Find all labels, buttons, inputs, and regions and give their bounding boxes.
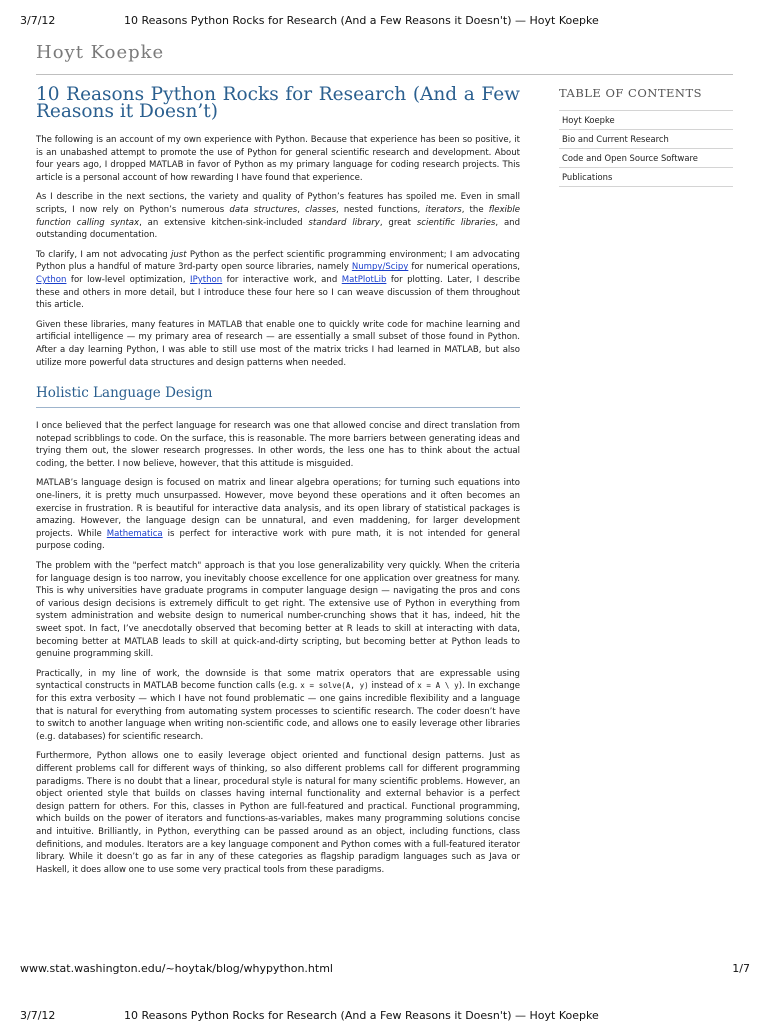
text-run: for interactive work, and <box>222 274 342 285</box>
paragraph: Given these libraries, many features in MATLAB that enable one to quickly write code for machine learning and artificial intelligence — my primary area of research — are essentially a small subset of those found in Python. After a day learning Python, I was able to still use most of the matrix tricks I had learned in MATLAB, but also utilize more powerful data structures and design patterns when needed. <box>36 319 520 368</box>
emphasis: data structures <box>229 204 298 215</box>
print-header <box>20 14 599 27</box>
section-heading: Holistic Language Design <box>36 385 520 408</box>
toc-item-home[interactable]: Hoyt Koepke <box>559 110 733 129</box>
text-run: MATLAB’s language design is focused on matrix and linear algebra operations; for turning such equations into one-liners, it is pretty much unsurpassed. However, move beyond these operations and it often becomes an exercise in frustration. R is beautiful for interactive data analysis, and its open library of statistical packages is amazing. However, the language design can be unnatural, and even maddening, for larger development projects. While <box>36 478 520 539</box>
text-run: , great <box>379 217 417 228</box>
emphasis: scientific libraries <box>416 217 496 228</box>
print-date: 3/7/12 <box>20 14 56 27</box>
text-run: is perfect for interactive work with pure math, it is not intended for general purpose coding. <box>36 528 520 552</box>
link-ipython[interactable]: IPython <box>190 274 223 285</box>
article-title: 10 Reasons Python Rocks for Research (And a Few Reasons it Doesn’t) <box>36 84 520 122</box>
link-mathematica[interactable]: Mathematica <box>106 528 163 539</box>
paragraph: The problem with the "perfect match" approach is that you lose generalizability very quickly. When the criteria for language design is too narrow, you inevitably choose excellence for one application over greatness for many. This is why universities have graduate programs in computer language design — navigating the pros and cons of various design decisions is extremely difficult to get right. The extensive use of Python in everything from system administration and website design to numerical number-crunching shows that it has, indeed, hit the sweet spot. In fact, I’ve anecdotally observed that becoming better at R leads to skill at interacting with data, becoming better at MATLAB leads to skill at quick-and-dirty scripting, but becoming better at Python leads to genuine programming skill. <box>36 561 520 660</box>
print-doc-title: 10 Reasons Python Rocks for Research (And a Few Reasons it Doesn't) — Hoyt Koepke <box>124 1009 599 1022</box>
emphasis: iterators <box>425 204 462 215</box>
text-run: ). In exchange for this extra verbosity — which I have not found problematic — one gains incredible flexibility and a language that is natural for everything from automating system processes to scientific research. The coder doesn’t have to switch to another language when writing non-scientific code, and allows one to easily leverage other libraries (e.g. databases) for scientific research. <box>36 681 521 742</box>
table-of-contents <box>559 86 733 187</box>
paragraph <box>36 668 520 744</box>
print-doc-title: 10 Reasons Python Rocks for Research (And a Few Reasons it Doesn't) — Hoyt Koepke <box>124 14 599 27</box>
text-run: , and outstanding documentation. <box>36 217 521 241</box>
link-matplotlib[interactable]: MatPlotLib <box>341 274 387 285</box>
emphasis: just <box>170 249 187 260</box>
toc-title: TABLE OF CONTENTS <box>559 86 703 100</box>
paragraph: I once believed that the perfect language for research was one that allowed concise and direct translation from notepad scribblings to code. On the surface, this is reasonable. The more barriers between generating ideas and trying them out, the slower research progresses. In other words, the less one has to think about the actual coding, the better. I now believe, however, that this attitude is misguided. <box>36 421 520 469</box>
text-run: Python as the perfect scientific programming environment; I am advocating Python plus a handful of mature 3rd-party open source libraries, namely <box>36 249 520 273</box>
text-run: To clarify, I am not advocating <box>36 249 171 260</box>
paragraph: Furthermore, Python allows one to easily leverage object oriented and functional design patterns. Just as different problems call for different ways of thinking, so also different problems call for different programming paradigms. There is no doubt that a linear, procedural style is natural for many scientific problems. However, an object oriented style that builds on classes having internal functionality and external behavior is a perfect design pattern for others. For this, classes in Python are full-featured and practical. Functional programming, which builds on the power of iterators and functions-as-variables, makes many programming solutions concise and intuitive. Brilliantly, in Python, everything can be passed around as an object, including functions, class definitions, and modules. Iterators are a key language component and Python comes with a full-featured iterator library. While it doesn’t go as far in any of these categories as flagship paradigm languages such as Java or Haskell, it does allow one to use some very practical tools from these paradigms. <box>36 751 520 875</box>
toc-item-publications[interactable]: Publications <box>559 167 733 187</box>
toc-item-bio[interactable]: Bio and Current Research <box>559 129 733 148</box>
emphasis: standard library <box>308 217 380 228</box>
article <box>36 86 520 883</box>
emphasis: flexible function calling syntax <box>36 204 520 228</box>
print-page-number: 1/7 <box>732 962 750 975</box>
code-snippet: x = solve(A, y) <box>300 681 369 691</box>
text-run: for low-level optimization, <box>66 274 191 285</box>
paragraph <box>36 477 520 553</box>
text-run: As I describe in the next sections, the variety and quality of Python’s features has spoiled me. Even in small scripts, I now rely on Python’s numerous <box>36 192 520 215</box>
toc-item-code[interactable]: Code and Open Source Software <box>559 148 733 167</box>
header-divider <box>36 74 733 75</box>
link-cython[interactable]: Cython <box>36 274 67 285</box>
emphasis: classes <box>305 204 337 215</box>
text-run: Practically, in my line of work, the downside is that some matrix operators that are expressable using syntactical constructs in MATLAB become function calls (e.g. <box>36 668 520 692</box>
paragraph: The following is an account of my own experience with Python. Because that experience has been so positive, it is an unabashed attempt to promote the use of Python for general scientific research and development. About four years ago, I dropped MATLAB in favor of Python as my primary language for coding research projects. This article is a personal account of how rewarding I have found that experience. <box>36 135 520 183</box>
text-run: for numerical operations, <box>408 262 520 273</box>
code-snippet: x = A \ y <box>417 681 459 691</box>
text-run: for plotting. Later, I describe these and others in more detail, but I introduce these four here so I can weave discussion of them throughout this article. <box>36 274 520 311</box>
text-run: , the <box>461 204 489 215</box>
print-footer <box>20 962 750 975</box>
text-run: , nested functions, <box>336 204 426 215</box>
link-numpy-scipy[interactable]: Numpy/Scipy <box>351 262 409 273</box>
print-date: 3/7/12 <box>20 1009 56 1022</box>
paragraph <box>36 249 520 312</box>
paragraph <box>36 191 520 241</box>
print-url: www.stat.washington.edu/~hoytak/blog/whypython.html <box>20 962 333 975</box>
site-title[interactable]: Hoyt Koepke <box>36 42 165 63</box>
text-run: instead of <box>368 681 418 692</box>
next-page-header <box>20 1009 599 1022</box>
text-run: , <box>297 204 306 215</box>
text-run: , an extensive kitchen-sink-included <box>139 217 309 228</box>
